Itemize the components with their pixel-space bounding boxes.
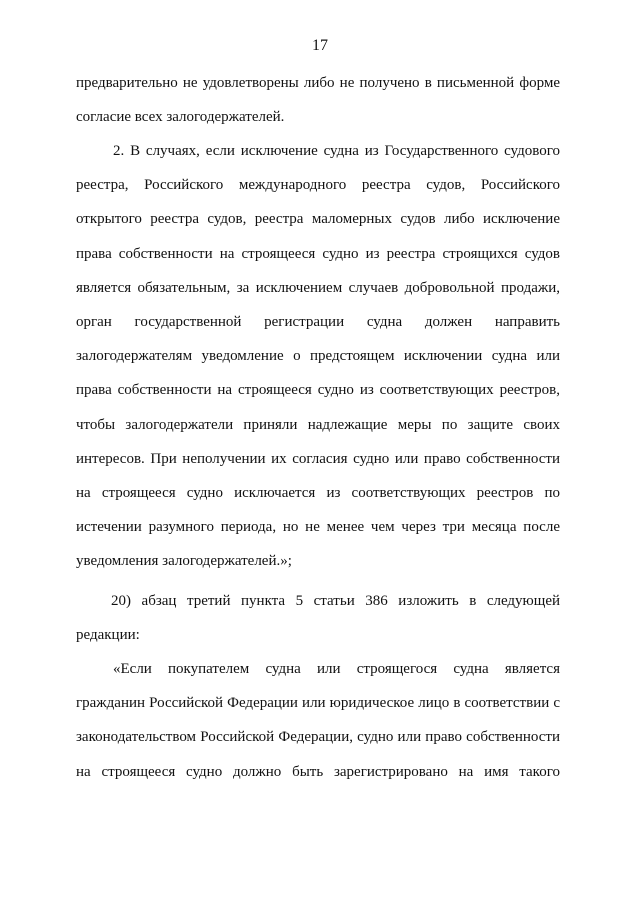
text-line: права собственности на строящееся судно из соответствующих реестров,: [76, 382, 560, 399]
text-line: гражданин Российской Федерации или юридическое лицо в соответствии с: [76, 695, 560, 712]
paragraph-item-20: [76, 584, 560, 652]
text-line: согласие всех залогодержателей.: [76, 109, 285, 126]
paragraph-quoted-text: [76, 652, 560, 789]
page-number: 17: [312, 37, 328, 54]
text-line: является обязательным, за исключением случаев добровольной продажи,: [76, 279, 560, 296]
text-line: орган государственной регистрации судна должен направить: [76, 313, 560, 330]
text-line: законодательством Российской Федерации, судно или право собственности: [76, 729, 560, 746]
text-line: 2. В случаях, если исключение судна из Государственного судового: [113, 143, 560, 159]
text-line: на строящееся судно исключается из соответствующих реестров по: [76, 484, 560, 501]
text-line: истечении разумного периода, но не менее чем через три месяца после: [76, 519, 560, 536]
paragraph-item-2: [76, 134, 560, 578]
text-line: залогодержателям уведомление о предстоящем исключении судна или: [76, 348, 560, 365]
text-line: редакции:: [76, 627, 140, 644]
text-line: уведомления залогодержателей.»;: [76, 553, 292, 570]
paragraph-continuation: [76, 66, 560, 134]
text-line: на строящееся судно должно быть зарегистрировано на имя такого: [76, 763, 560, 780]
text-line: открытого реестра судов, реестра маломерных судов либо исключение: [76, 211, 560, 228]
text-line: «Если покупателем судна или строящегося судна является: [113, 661, 560, 677]
text-line: интересов. При неполучении их согласия судно или право собственности: [76, 450, 560, 467]
text-line: реестра, Российского международного реестра судов, Российского: [76, 177, 560, 194]
text-line: права собственности на строящееся судно из реестра строящихся судов: [76, 245, 560, 262]
text-line: 20) абзац третий пункта 5 статьи 386 изложить в следующей: [111, 593, 560, 609]
text-line: предварительно не удовлетворены либо не получено в письменной форме: [76, 75, 560, 91]
text-line: чтобы залогодержатели приняли надлежащие меры по защите своих: [76, 416, 560, 433]
